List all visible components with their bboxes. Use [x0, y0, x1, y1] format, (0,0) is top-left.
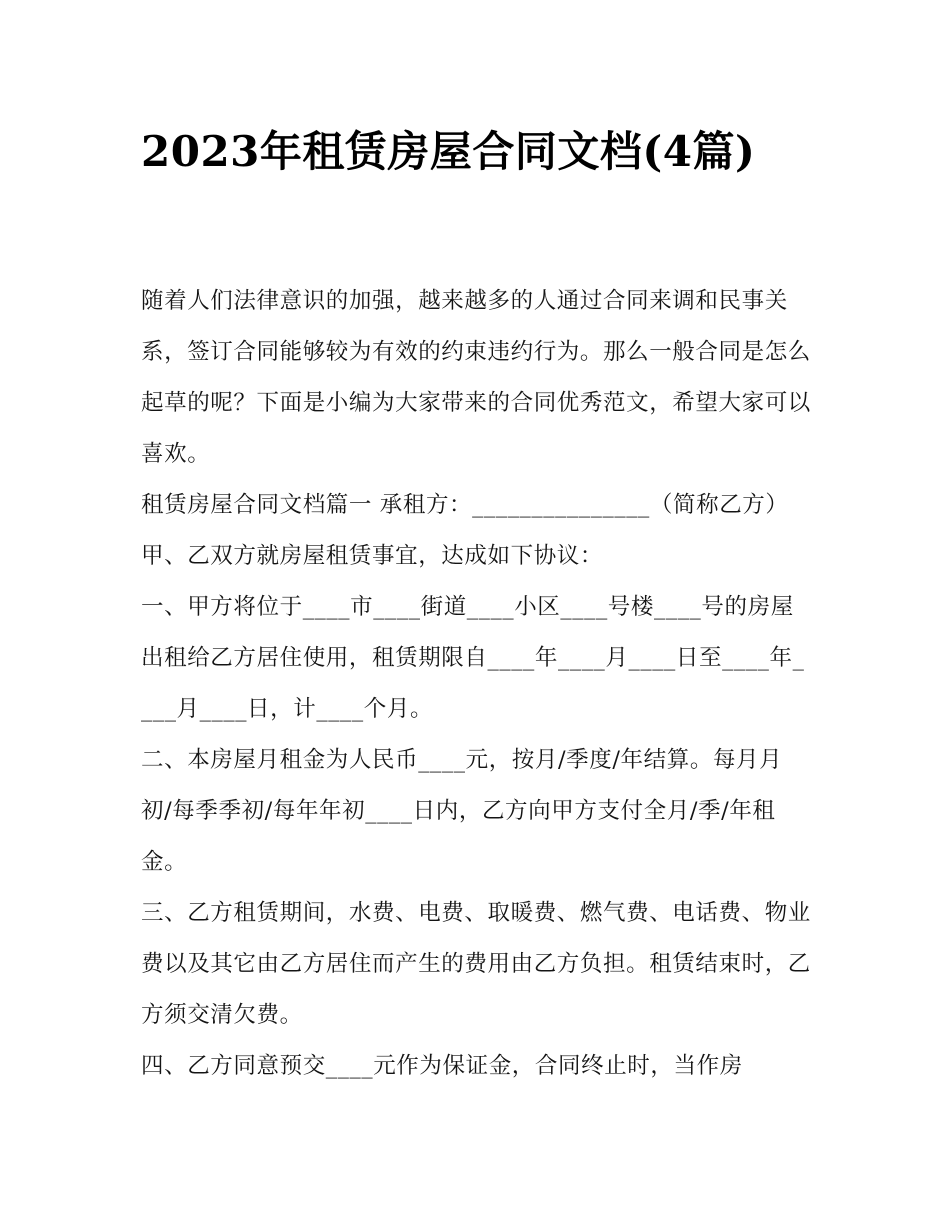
clause-1-paragraph: 一、甲方将位于____市____街道____小区____号楼____号的房屋出租给乙方居住使用，租赁期限自____年____月____日至____年____月____日，计____个月。	[141, 594, 805, 722]
clause-2-paragraph: 二、本房屋月租金为人民币____元，按月/季度/年结算。每月月初/每季季初/每年年初____日内，乙方向甲方支付全月/季/年租金。	[141, 747, 783, 875]
document-body	[141, 276, 813, 1092]
clause-3-paragraph: 三、乙方租赁期间，水费、电费、取暖费、燃气费、电话费、物业费以及其它由乙方居住而产生的费用由乙方负担。租赁结束时，乙方须交清欠费。	[141, 900, 811, 1028]
intro-paragraph: 随着人们法律意识的加强，越来越多的人通过合同来调和民事关系，签订合同能够较为有效的约束违约行为。那么一般合同是怎么起草的呢？下面是小编为大家带来的合同优秀范文，希望大家可以喜欢。	[141, 288, 811, 467]
clause-4-paragraph: 四、乙方同意预交____元作为保证金，合同终止时，当作房	[141, 1053, 743, 1079]
document-title: 2023年租赁房屋合同文档(4篇)	[141, 127, 756, 176]
contract-header-paragraph: 租赁房屋合同文档篇一 承租方：_______________（简称乙方） 甲、乙双方就房屋租赁事宜，达成如下协议：	[141, 492, 789, 569]
